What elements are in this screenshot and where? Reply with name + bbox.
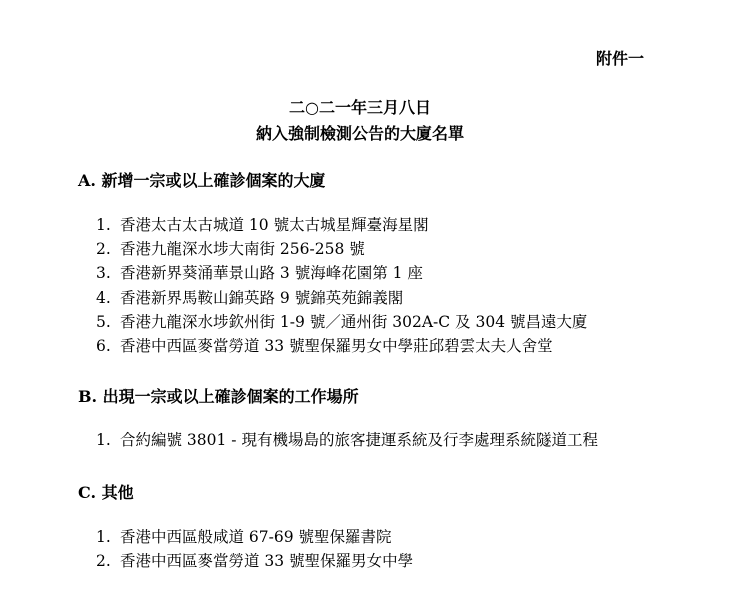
list-item xyxy=(96,261,587,285)
item-text: 香港九龍深水埗大南街 256-258 號 xyxy=(120,240,365,259)
section-b-list xyxy=(96,428,598,452)
item-text: 香港中西區般咸道 67-69 號聖保羅書院 xyxy=(120,528,392,546)
document-title: 納入強制檢測公告的大廈名單 xyxy=(255,124,464,143)
section-a-list xyxy=(96,213,587,358)
item-number: 1. xyxy=(96,528,111,546)
item-number: 3. xyxy=(96,264,111,283)
document-date: 二○二一年三月八日 xyxy=(289,98,431,117)
item-text: 香港中西區麥當勞道 33 號聖保羅男女中學 xyxy=(120,552,414,571)
item-text: 合約編號 3801 - 現有機場島的旅客捷運系統及行李處理系統隧道工程 xyxy=(120,431,598,449)
item-text: 香港中西區麥當勞道 33 號聖保羅男女中學莊邱碧雲太夫人舍堂 xyxy=(120,336,553,355)
list-item xyxy=(96,428,598,452)
list-item xyxy=(96,286,587,310)
item-text: 香港新界馬鞍山錦英路 9 號錦英苑錦義閣 xyxy=(120,288,404,307)
list-item xyxy=(96,525,413,549)
annex-label: 附件一 xyxy=(595,49,644,68)
section-a-heading: A. 新增一宗或以上確診個案的大廈 xyxy=(78,171,326,190)
list-item xyxy=(96,334,587,358)
list-item xyxy=(96,310,587,334)
item-number: 1. xyxy=(96,216,111,234)
section-c-heading: C. 其他 xyxy=(78,483,134,502)
item-text: 香港太古太古城道 10 號太古城星輝臺海星閣 xyxy=(120,216,429,234)
list-item xyxy=(96,549,413,573)
item-number: 2. xyxy=(96,552,111,571)
item-number: 6. xyxy=(96,336,111,355)
item-text: 香港新界葵涌華景山路 3 號海峰花園第 1 座 xyxy=(120,264,423,283)
item-number: 2. xyxy=(96,240,111,259)
item-number: 1. xyxy=(96,431,111,449)
list-item xyxy=(96,213,587,237)
section-b-heading: B. 出現一宗或以上確診個案的工作場所 xyxy=(78,387,359,406)
list-item xyxy=(96,237,587,261)
item-number: 4. xyxy=(96,288,111,307)
item-text: 香港九龍深水埗欽州街 1-9 號／通州街 302A-C 及 304 號昌遠大廈 xyxy=(120,312,588,331)
item-number: 5. xyxy=(96,312,111,331)
section-c-list xyxy=(96,525,413,573)
